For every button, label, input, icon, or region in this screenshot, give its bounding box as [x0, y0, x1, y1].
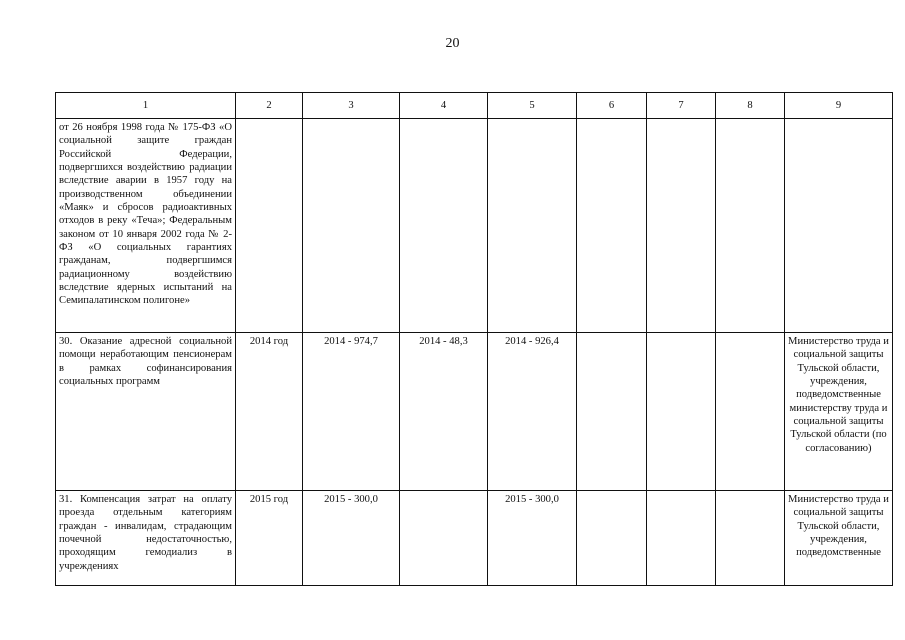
measure-description: 30. Оказание адресной социальной помощи неработающим пенсионерам в рамках софинансирования социальных программ	[56, 333, 236, 491]
column-header: 9	[785, 93, 893, 119]
federal-funding-cell: 2014 - 48,3	[400, 333, 488, 491]
table-cell	[716, 333, 785, 491]
regional-funding-cell: 2014 - 926,4	[488, 333, 577, 491]
column-header: 6	[577, 93, 647, 119]
program-table	[55, 92, 893, 586]
table-cell	[577, 119, 647, 333]
page-number: 20	[445, 36, 460, 51]
total-funding-cell: 2015 - 300,0	[303, 491, 400, 586]
table-row	[56, 333, 893, 491]
measure-description-cell	[56, 491, 236, 586]
table-cell	[716, 491, 785, 586]
federal-funding-cell	[400, 119, 488, 333]
period-cell	[236, 119, 303, 333]
table-row	[56, 491, 893, 586]
responsible-executor	[785, 119, 893, 333]
table-cell	[647, 491, 716, 586]
regional-funding-cell	[488, 119, 577, 333]
total-funding-cell	[303, 119, 400, 333]
total-funding-cell: 2014 - 974,7	[303, 333, 400, 491]
table-row	[56, 119, 893, 333]
column-header: 5	[488, 93, 577, 119]
federal-funding-cell	[400, 491, 488, 586]
table-cell	[577, 333, 647, 491]
regional-funding-cell: 2015 - 300,0	[488, 491, 577, 586]
table-header-row	[56, 93, 893, 119]
column-header: 3	[303, 93, 400, 119]
column-header: 1	[56, 93, 236, 119]
table-cell	[647, 119, 716, 333]
responsible-executor: Министерство труда и социальной защиты Тульской области, учреждения, подведомственные министерству труда и социальной защиты Тульской области (по согласованию)	[785, 333, 893, 491]
responsible-executor: Министерство труда и социальной защиты Тульской области, учреждения, подведомственные	[788, 494, 889, 559]
measure-description: от 26 ноября 1998 года № 175-ФЗ «О социальной защите граждан Российской Федерации, подвергшихся воздействию радиации вследствие аварии в 1957 году на производственном объединении «Маяк» и сбросов радиоактивных отходов в реку «Теча»; Федеральным законом от 10 января 2002 года № 2-ФЗ «О социальных гарантиях гражданам, подвергшимся радиационному воздействию вследствие ядерных испытаний на Семипалатинском полигоне»	[56, 119, 236, 333]
column-header: 4	[400, 93, 488, 119]
table-cell	[577, 491, 647, 586]
table-cell	[647, 333, 716, 491]
table-cell	[716, 119, 785, 333]
period-cell: 2014 год	[236, 333, 303, 491]
column-header: 2	[236, 93, 303, 119]
period-cell: 2015 год	[236, 491, 303, 586]
measure-description: 31. Компенсация затрат на оплату проезда отдельным категориям граждан - инвалидам, страдающим почечной недостаточностью, проходящим гемодиализ в учреждениях	[59, 494, 232, 572]
responsible-executor-cell	[785, 491, 893, 586]
column-header: 7	[647, 93, 716, 119]
column-header: 8	[716, 93, 785, 119]
